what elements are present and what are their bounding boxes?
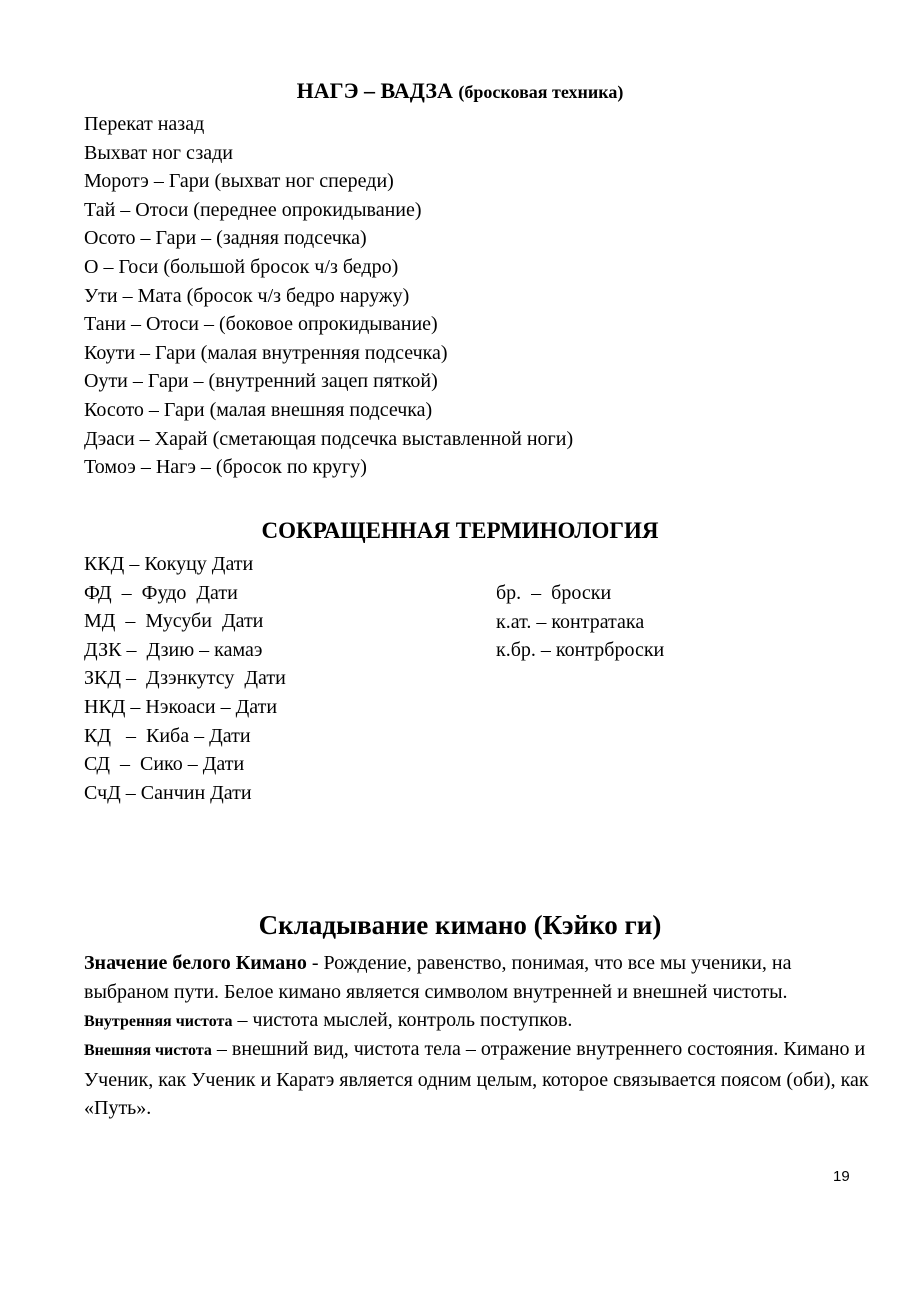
list-item: ЗКД – Дзэнкутсу Дати (84, 667, 286, 690)
inner-purity-paragraph (84, 1006, 874, 1037)
abbreviations-heading: СОКРАЩЕННАЯ ТЕРМИНОЛОГИЯ (261, 518, 659, 543)
inner-purity-term: Внутренняя чистота (84, 1013, 233, 1030)
list-item: Выхват ног сзади (84, 141, 233, 164)
list-item: Тай – Отоси (переднее опрокидывание) (84, 198, 422, 221)
list-item: КД – Киба – Дати (84, 724, 251, 747)
throw-abbreviations-list (496, 579, 664, 665)
list-item: СчД – Санчин Дати (84, 781, 252, 804)
nage-waza-title: НАГЭ – ВАДЗА (296, 78, 453, 103)
outer-purity-term: Внешняя чистота (84, 1042, 212, 1059)
list-item: к.ат. – контратака (496, 610, 645, 633)
list-item: Моротэ – Гари (выхват ног спереди) (84, 170, 394, 193)
list-item: Тани – Отоси – (боковое опрокидывание) (84, 313, 438, 336)
list-item: Оути – Гари – (внутренний зацеп пяткой) (84, 370, 438, 393)
list-item: бр. – броски (496, 582, 612, 604)
outer-purity-paragraph (84, 1035, 874, 1123)
list-item: ДЗК – Дзию – камаэ (84, 638, 263, 661)
list-item: О – Госи (большой бросок ч/з бедро) (84, 255, 399, 278)
list-item: МД – Мусуби Дати (84, 610, 264, 633)
kimono-meaning-paragraph (84, 949, 874, 1006)
list-item: Дэаси – Харай (сметающая подсечка выставленной ноги) (84, 427, 574, 450)
list-item: Коути – Гари (малая внутренняя подсечка) (84, 341, 448, 364)
page-number: 19 (833, 1168, 850, 1185)
nage-waza-list (84, 110, 573, 482)
nage-waza-subtitle: (бросковая техника) (458, 82, 624, 102)
list-item: Косото – Гари (малая внешняя подсечка) (84, 398, 433, 421)
kimono-heading: Складывание кимано (Кэйко ги) (258, 910, 662, 940)
kimono-meaning-text: - Рождение, равенство, понимая, что все мы ученики, на выбраном пути. Белое кимано является символом внутренней и внешней чистоты. (84, 952, 792, 1003)
list-item: Ути – Мата (бросок ч/з бедро наружу) (84, 284, 410, 307)
list-item: Осото – Гари – (задняя подсечка) (84, 227, 367, 250)
outer-purity-text: – внешний вид, чистота тела – отражение внутреннего состояния. Кимано и Ученик, как Ученик и Каратэ является одним целым, которое связывается поясом (оби), как «Путь». (84, 1038, 869, 1120)
inner-purity-text: – чистота мыслей, контроль поступков. (232, 1009, 573, 1031)
list-item: Томоэ – Нагэ – (бросок по кругу) (84, 456, 367, 479)
nage-waza-heading (0, 78, 920, 104)
list-item: ККД – Кокуцу Дати (84, 553, 254, 575)
list-item: НКД – Нэкоаси – Дати (84, 695, 278, 718)
list-item: Перекат назад (84, 113, 205, 135)
stance-abbreviations-list (84, 550, 286, 807)
list-item: ФД – Фудо Дати (84, 581, 238, 604)
list-item: к.бр. – контрброски (496, 639, 665, 662)
list-item: СД – Сико – Дати (84, 753, 245, 776)
kimono-meaning-term: Значение белого Кимано (84, 952, 307, 974)
